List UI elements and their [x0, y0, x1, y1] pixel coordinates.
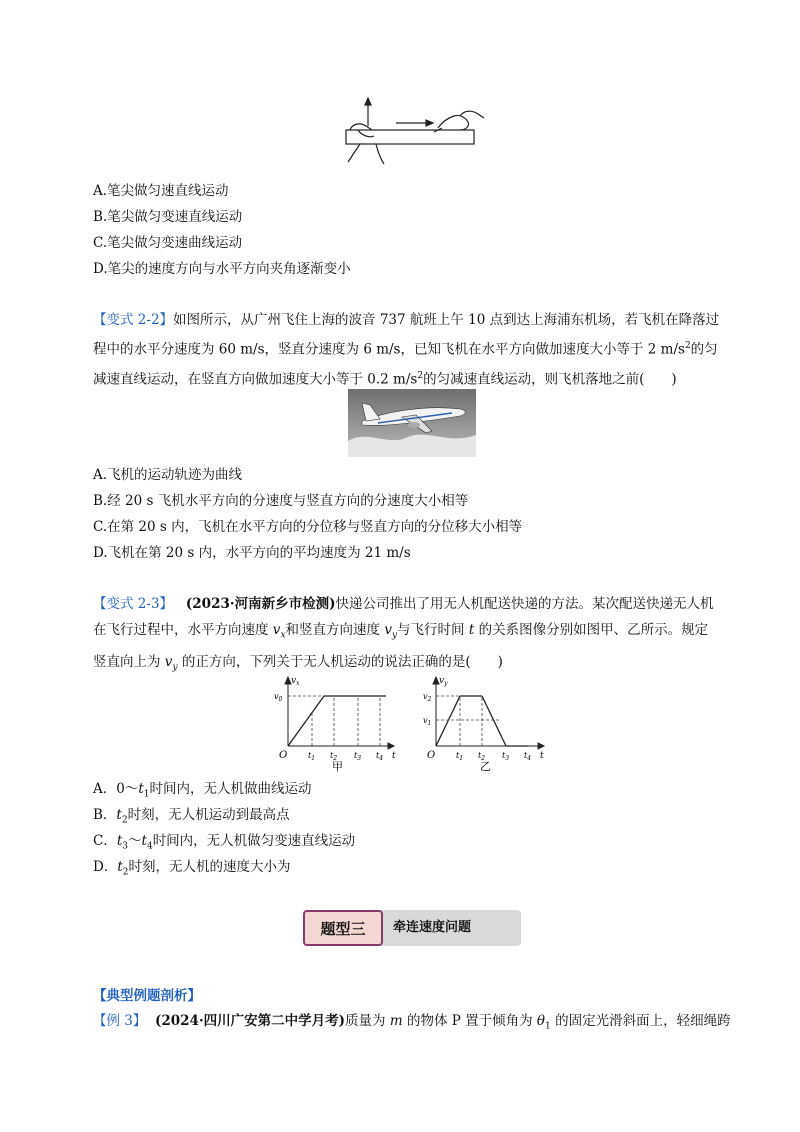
q3-b-var: t: [116, 807, 122, 823]
banner-title: 题型三: [303, 910, 383, 946]
q2-line2: 程中的水平分速度为 60 m/s，竖直分速度为 6 m/s，已知飞机在水平方向做加速度大小等于 2 m/s: [93, 341, 685, 358]
q3-a-sub: 1: [143, 789, 150, 800]
q2-option-c: C.在第 20 s 内，飞机在水平方向的分位移与竖直方向的分位移大小相等: [93, 519, 523, 535]
airplane-photo: [348, 389, 476, 457]
section-banner: [303, 910, 521, 946]
q3-a-var: t: [138, 781, 144, 797]
q3-option-d: [93, 857, 291, 883]
ex3-text-c: 的固定光滑斜面上，轻细绳跨: [550, 1013, 731, 1029]
ex3-theta: θ: [536, 1013, 546, 1029]
q2-option-d: D.飞机在第 20 s 内，水平方向的平均速度为 21 m/s: [93, 545, 411, 561]
q3-c-prefix: C．: [93, 833, 117, 849]
q3-option-a: [93, 779, 312, 805]
graph-jia-t2: $t_2$: [330, 751, 338, 762]
ex3-text-a: 质量为: [345, 1013, 390, 1029]
ex3-source: (2024·四川广安第二中学月考): [154, 1013, 346, 1029]
section-heading: 【典型例题剖析】: [93, 988, 201, 1004]
q3-a-prefix: A．0～: [93, 781, 139, 797]
graph-yi-caption: 乙: [480, 760, 491, 772]
graph-jia-t3: $t_3$: [354, 751, 362, 762]
q3-c-sub: 3: [122, 841, 129, 852]
q3-vy-sub: y: [391, 630, 398, 641]
graph-yi-v1: $v_1$: [423, 716, 432, 727]
q3-option-c: [93, 831, 355, 857]
q1-option-d: D.笔尖的速度方向与水平方向夹角逐渐变小: [93, 261, 351, 277]
q3-c-var2: t: [141, 833, 147, 849]
q2-sup2: 2: [417, 370, 424, 381]
graph-jia-y-label: $v_x$: [291, 676, 300, 687]
ex3-tag: 【例 3】: [93, 1013, 147, 1029]
q1-option-b: B.笔尖做匀变速直线运动: [93, 209, 243, 225]
q3-line2a: 在飞行过程中，水平方向速度: [93, 622, 273, 638]
q3-stem: [93, 591, 733, 680]
ex3-theta-sub: 1: [545, 1021, 551, 1032]
q3-b-sub: 2: [121, 815, 128, 826]
q2-stem: [93, 307, 733, 392]
q3-b-rest: 时刻，无人机运动到最高点: [127, 807, 290, 823]
q2-line3-end: 的匀减速直线运动，则飞机落地之前( ): [423, 371, 677, 387]
graph-jia-caption: 甲: [332, 760, 343, 772]
ex3-m: m: [389, 1013, 403, 1029]
q3-line2b: 和竖直方向速度: [285, 622, 385, 638]
graph-yi: [420, 672, 550, 772]
ex3-text-b: 的物体 P 置于倾角为: [402, 1013, 537, 1029]
q3-d-var: t: [117, 859, 123, 875]
graph-jia-origin: O: [279, 750, 288, 761]
q3-option-b: [93, 805, 290, 831]
q2-option-b: B.经 20 s 飞机水平方向的分速度与竖直方向的分速度大小相等: [93, 493, 469, 509]
q3-vx: v: [272, 622, 281, 638]
q3-c-var: t: [116, 833, 123, 849]
q3-b-prefix: B．: [93, 807, 117, 823]
q3-line3a: 竖直向上为: [93, 653, 165, 670]
q3-a-rest: 时间内，无人机做曲线运动: [149, 781, 312, 797]
q2-sup: 2: [684, 341, 691, 351]
q2-line2-end: 的匀: [690, 341, 718, 358]
q3-line3b: 的正方向，下列关于无人机运动的说法正确的是( ): [177, 653, 503, 670]
graph-yi-v2: $v_2$: [423, 692, 432, 703]
graph-yi-t4: $t_4$: [524, 751, 532, 762]
q2-option-a: A.飞机的运动轨迹为曲线: [93, 467, 243, 483]
q2-line3: 减速直线运动，在竖直方向做加速度大小等于 0.2 m/s: [93, 371, 418, 387]
graph-yi-x-label: t: [540, 751, 544, 761]
q1-option-a: A.笔尖做匀速直线运动: [93, 183, 229, 199]
graph-jia-t1: $t_1$: [308, 751, 316, 762]
q3-d-rest: 时刻，无人机的速度大小为: [128, 859, 291, 875]
q3-c-mid: ～: [128, 833, 142, 849]
q3-line2d: 的关系图像分别如图甲、乙所示。规定: [474, 622, 709, 638]
q3-vy: v: [384, 622, 392, 638]
q3-d-sub: 2: [122, 867, 129, 878]
graph-yi-t2: $t_2$: [478, 751, 486, 762]
q3-c-sub2: 4: [146, 841, 153, 852]
graph-yi-t3: $t_3$: [502, 751, 510, 762]
q3-tag: 【变式 2-3】: [93, 596, 174, 612]
q3-d-prefix: D．: [93, 859, 118, 875]
q3-t: t: [468, 622, 475, 638]
q3-vx-sub: x: [280, 630, 286, 641]
ruler-hand-figure: [338, 96, 488, 168]
graph-jia-v0: $v_0$: [274, 692, 283, 703]
graph-yi-y-label: $v_y$: [439, 676, 448, 687]
graph-jia-x-label: t: [392, 751, 396, 761]
banner-subtitle: 牵连速度问题: [393, 920, 472, 935]
q3-c-rest: 时间内，无人机做匀变速直线运动: [152, 833, 356, 849]
q3-line2c: 与飞行时间: [397, 622, 469, 638]
q2-line1: 如图所示，从广州飞住上海的波音 737 航班上午 10 点到达上海浦东机场，若飞机在降落过: [173, 312, 720, 328]
q1-option-c: C.笔尖做匀变速曲线运动: [93, 235, 243, 251]
graph-yi-origin: O: [427, 750, 436, 761]
example3-stem: [93, 1011, 731, 1037]
q3-vy-sub-2: y: [172, 662, 178, 673]
graph-jia: [272, 672, 402, 772]
q3-vy-2: v: [164, 653, 173, 670]
graph-yi-t1: $t_1$: [456, 751, 464, 762]
q2-tag: 【变式 2-2】: [93, 312, 174, 328]
graph-jia-t4: $t_4$: [376, 751, 384, 762]
q3-source: (2023·河南新乡市检测): [185, 596, 336, 612]
q3-line1: 快递公司推出了用无人机配送快递的方法。某次配送快递无人机: [335, 596, 714, 612]
